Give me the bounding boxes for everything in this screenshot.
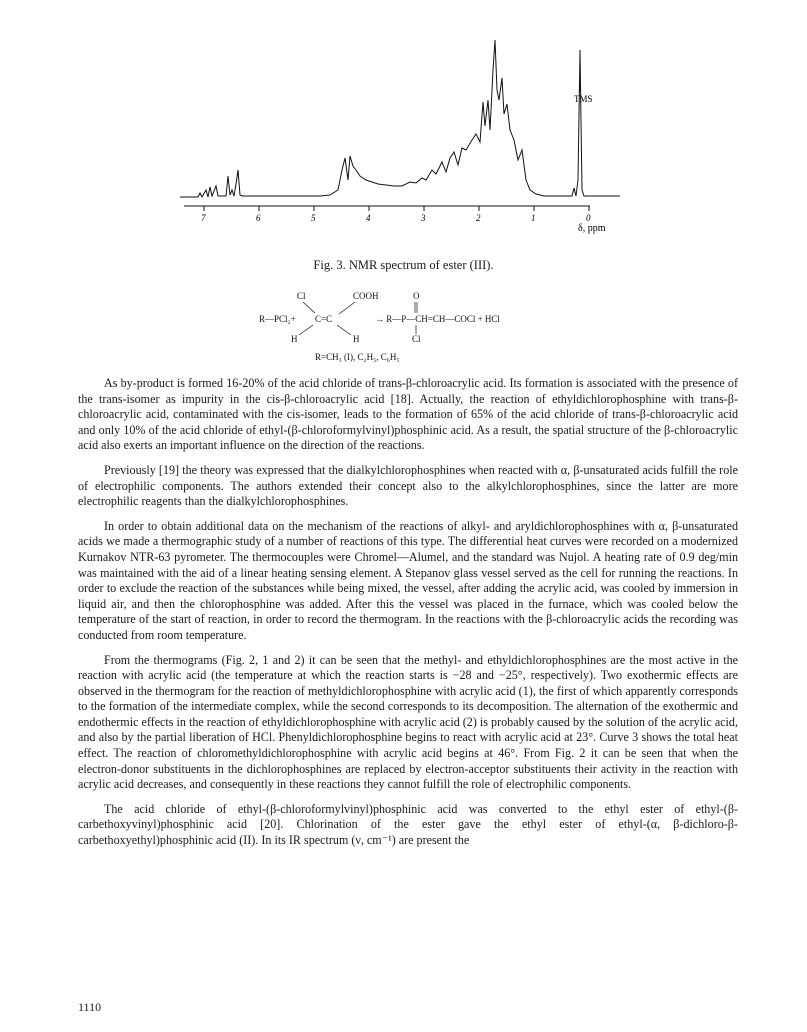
page-number: 1110 (78, 1000, 102, 1014)
reaction-scheme (255, 290, 575, 364)
scheme-cl-top: Cl (297, 291, 306, 301)
x-tick-label: 5 (311, 213, 316, 223)
scheme-cooh: COOH (353, 291, 379, 301)
nmr-trace (180, 40, 620, 197)
scheme-substituents: R=CH₃ (I), C₂H₅, C₆H₅ (315, 352, 400, 362)
scheme-vinyl: C=C (315, 314, 333, 324)
x-tick-label: 1 (531, 213, 536, 223)
paragraph: As by-product is formed 16-20% of the acid chloride of trans-β-chloroacrylic acid. Its formation is associated with the presence of the trans-isomer as impurity in the cis-β-chloroacrylic acid [18]. Actually, the reaction of ethyldichlorophosphine with trans-β-chloroacrylic acid, contaminated with the cis-isomer, leads to the formation of 65% of the acid chloride of trans-β-chloroacrylic acid and only 10% of the acid chloride of ethyl-(β-chloroformylvinyl)phosphinic acid. As a result, the spatial structure of the β-chloroacrylic acid also exerts an important influence on the direction of the reactions. (78, 376, 738, 453)
x-axis-unit: δ, ppm (578, 223, 606, 234)
article-body (78, 376, 738, 858)
tms-label: TMS (574, 94, 593, 104)
x-tick-label: 0 (586, 213, 591, 223)
scheme-o: O (413, 291, 420, 301)
x-tick-label: 3 (421, 213, 426, 223)
nmr-spectrum-figure (180, 30, 620, 255)
scheme-cl-bottom: Cl (412, 334, 421, 344)
scheme-product: → R—P—CH=CH—COCl + HCl (375, 314, 500, 324)
figure-caption: Fig. 3. NMR spectrum of ester (III). (313, 258, 494, 272)
x-tick-label: 6 (256, 213, 261, 223)
x-tick-label: 2 (476, 213, 481, 223)
x-axis-ticks (201, 206, 591, 223)
paragraph: Previously [19] the theory was expressed that the dialkylchlorophosphines when reacted with α, β-unsaturated acids fulfill the role of electrophilic components. The authors extended their concept also to the alkylchlorophosphines, since the latter are more electrophilic reagents than the dialkylchlorophosphines. (78, 462, 738, 509)
x-tick-label: 7 (201, 213, 206, 223)
paragraph: In order to obtain additional data on the mechanism of the reactions of alkyl- and aryldichlorophosphines with α, β-unsaturated acids we made a thermographic study of a number of reactions of this type. The differential heat curves were recorded on a modernized Kurnakov NTR-63 pyrometer. The thermocouples were Chromel—Alumel, and the standard was Nujol. A heating rate of 0.9 deg/min was maintained with the aid of a linear heating sensing element. A Stepanov glass vessel served as the cell for running the reactions. In order to exclude the reaction of the substances while being mixed, the vessel, after adding the acrylic acid, was cooled by immersion in liquid air, and then the chlorophosphine was added. After this the vessel was placed in the furnace, which was cooled below the temperature of the start of reaction, in order to record the thermogram. In the reactions with the β-chloroacrylic acids the recording was conducted from room temperature. (78, 518, 738, 642)
paragraph: The acid chloride of ethyl-(β-chloroformylvinyl)phosphinic acid was converted to the ethyl ester of ethyl-(β-carbethoxyvinyl)phosphinic acid [20]. Chlorination of the ester gave the ethyl ester of ethyl-(α, β-dichloro-β-carbethoxyethyl)phosphinic acid (II). In its IR spectrum (ν, cm⁻¹) are present the (78, 801, 738, 848)
x-tick-label: 4 (366, 213, 371, 223)
scheme-reactant: R—PCl₂+ (259, 314, 296, 324)
paragraph: From the thermograms (Fig. 2, 1 and 2) it can be seen that the methyl- and ethyldichlorophosphines are the most active in the reaction with acrylic acid (the temperature at which the reaction starts is −28 and −25°, respectively). Two exothermic effects are observed in the thermogram for the reaction of methyldichlorophosphine with acrylic acid (1), the first of which apparently corresponds to the formation of the intermediate complex, while the second corresponds to its decomposition. The alternation of the exothermic and endothermic effects in the reaction of ethyldichlorophosphine with acrylic acid (2) is probably caused by the solution of the acrylic acid, and also by the partial liberation of HCl. Phenyldichlorophosphine begins to react with acrylic acid at 23°. Curve 3 shows the total heat effect. The reaction of chloromethyldichlorophosphine with acrylic acid begins at 46°. From Fig. 2 it can be seen that when the electron-donor substituents in the dichlorophosphines are replaced by electron-acceptor substituents their activity in the reaction with acrylic acid decreases, and consequently in these reactions they cannot fulfill the role of electrophilic components. (78, 652, 738, 792)
scheme-h-right: H (353, 334, 360, 344)
scheme-h-left: H (291, 334, 298, 344)
